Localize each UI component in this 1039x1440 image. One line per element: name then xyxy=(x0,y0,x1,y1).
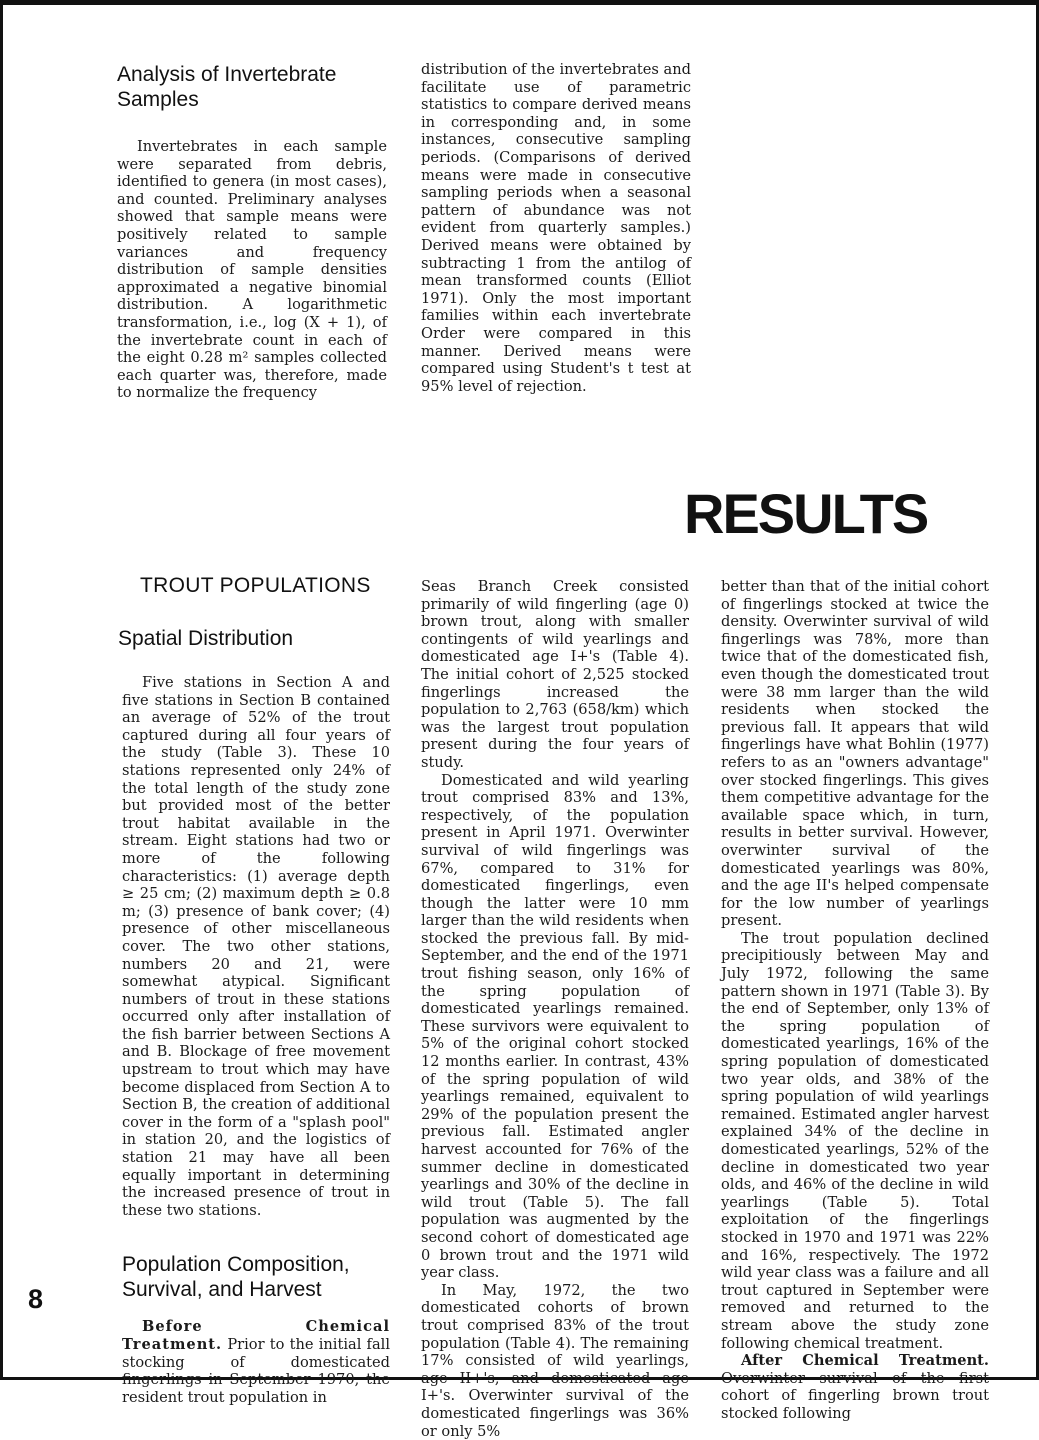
spatial-distribution-heading: Spatial Distribution xyxy=(118,627,294,650)
results-column-2 xyxy=(421,578,689,1440)
column-3-paragraph-1: better than that of the initial cohort of fingerlings stocked at twice the density. Overwinter survival of wild fingerlings was 78%, more than twice that of the domesticated fish, even though the domesticated trout were 38 mm larger than the wild residents when stocked the previous fall. It appears that wild fingerlings have what Bohlin (1977) refers to as an "owners advantage" over stocked fingerlings. This gives them competitive advantage for the available space which, in turn, results in better survival. However, overwinter survival of the domesticated yearlings was 80%, and the age II's helped compensate for the low number of yearlings present. xyxy=(721,578,989,930)
results-column-1 xyxy=(118,573,390,1406)
column-3-paragraph-2: The trout population declined precipitiously between May and July 1972, following the same pattern shown in 1971 (Table 3). By the end of September, only 13% of the spring population of domesticated yearlings, 16% of the spring population of domesticated two year olds, and 38% of the spring population of wild yearlings remained. Estimated angler harvest explained 34% of the decline in domesticated yearlings, 52% of the decline in domesticated two year olds, and 46% of the decline in wild yearlings (Table 5). Total exploitation of the fingerlings stocked in 1970 and 1971 was 22% and 16%, respectively. The 1972 wild year class was a failure and all trout captured in September were removed and returned to the stream above the study zone following chemical treatment. xyxy=(721,929,989,1352)
methods-column-right xyxy=(421,61,691,395)
before-treatment-text: Prior to the initial fall stocking of domesticated fingerlings in September 1970, the resident trout population in xyxy=(122,1336,390,1406)
population-composition-heading: Population Composition, Survival, and Harvest xyxy=(122,1253,350,1302)
invertebrate-analysis-paragraph: Invertebrates in each sample were separated from debris, identified to genera (in most cases), and counted. Preliminary analyses showed that sample means were positively related to sample variances and frequency distribution of sample densities approximated a negative binomial distribution. A logarithmetic transformation, i.e., log (X + 1), of the invertebrate count in each of the eight 0.28 m² samples collected each quarter was, therefore, made to normalize the frequency xyxy=(117,138,387,402)
results-heading: RESULTS xyxy=(684,482,928,545)
after-treatment-runin: After Chemical Treatment. xyxy=(741,1352,989,1370)
before-treatment-paragraph xyxy=(122,1318,390,1406)
results-column-3 xyxy=(721,578,989,1423)
column-2-paragraph-1: Seas Branch Creek consisted primarily of wild fingerling (age 0) brown trout, along with smaller contingents of wild yearlings and domesticated age I+'s (Table 4). The initial cohort of 2,525 stocked fingerlings increased the population to 2,763 (658/km) which was the largest trout population present during the four years of study. xyxy=(421,578,689,771)
spatial-distribution-paragraph: Five stations in Section A and five stations in Section B contained an average of 52% of the trout captured during all four years of the study (Table 3). These 10 stations represented only 24% of the total length of the study zone but provided most of the better trout habitat available in the stream. Eight stations had two or more of the following characteristics: (1) average depth ≥ 25 cm; (2) maximum depth ≥ 0.8 m; (3) presence of bank cover; (4) presence of other miscellaneous cover. The two other stations, numbers 20 and 21, were somewhat atypical. Significant numbers of trout in these stations occurred only after installation of the fish barrier between Sections A and B. Blockage of free movement upstream to trout which may have become displaced from Section A to Section B, the creation of additional cover in the form of a "splash pool" in station 20, and the logistics of station 21 may have all been equally important in determining the increased presence of trout in these two stations. xyxy=(122,674,390,1219)
invertebrate-analysis-paragraph-cont: distribution of the invertebrates and facilitate use of parametric statistics to compare derived means in corresponding and, in some instances, consecutive sampling periods. (Comparisons of derived means were made in consecutive sampling periods when a seasonal pattern of abundance was not evident from quarterly samples.) Derived means were obtained by subtracting 1 from the antilog of mean transformed counts (Elliot 1971). Only the most important families within each invertebrate Order were compared in this manner. Derived means were compared using Student's t test at 95% level of rejection. xyxy=(421,61,691,395)
page-number: 8 xyxy=(28,1284,44,1314)
after-treatment-text: Overwinter survival of the first cohort of fingerling brown trout stocked following xyxy=(721,1369,989,1422)
after-treatment-paragraph xyxy=(721,1352,989,1422)
methods-column-left xyxy=(117,62,387,402)
before-treatment-runin: Before Chemical Treatment. xyxy=(122,1318,390,1353)
trout-populations-heading: TROUT POPULATIONS xyxy=(140,574,371,597)
column-2-paragraph-3: In May, 1972, the two domesticated cohorts of brown trout comprised 83% of the trout population (Table 4). The remaining 17% consisted of wild yearlings, age II+'s, and domesticated age I+'s. Overwinter survival of the domesticated fingerlings was 36% or only 5% xyxy=(421,1281,689,1440)
column-2-paragraph-2: Domesticated and wild yearling trout comprised 83% and 13%, respectively, of the population present in April 1971. Overwinter survival of wild fingerlings was 67%, compared to 31% for domesticated fingerlings, even though the latter were 10 mm larger than the wild residents when stocked the previous fall. By mid-September, and the end of the 1971 trout fishing season, only 16% of the spring population of domesticated yearlings remained. These survivors were equivalent to 5% of the original cohort stocked 12 months earlier. In contrast, 43% of the spring population of wild yearlings remained, equivalent to 29% of the population present the previous fall. Estimated angler harvest accounted for 76% of the summer decline in domesticated yearlings and 30% of the decline in wild trout (Table 5). The fall population was augmented by the second cohort of domesticated age 0 brown trout and the 1971 wild year class. xyxy=(421,771,689,1282)
invertebrate-analysis-heading: Analysis of Invertebrate Samples xyxy=(117,63,337,111)
